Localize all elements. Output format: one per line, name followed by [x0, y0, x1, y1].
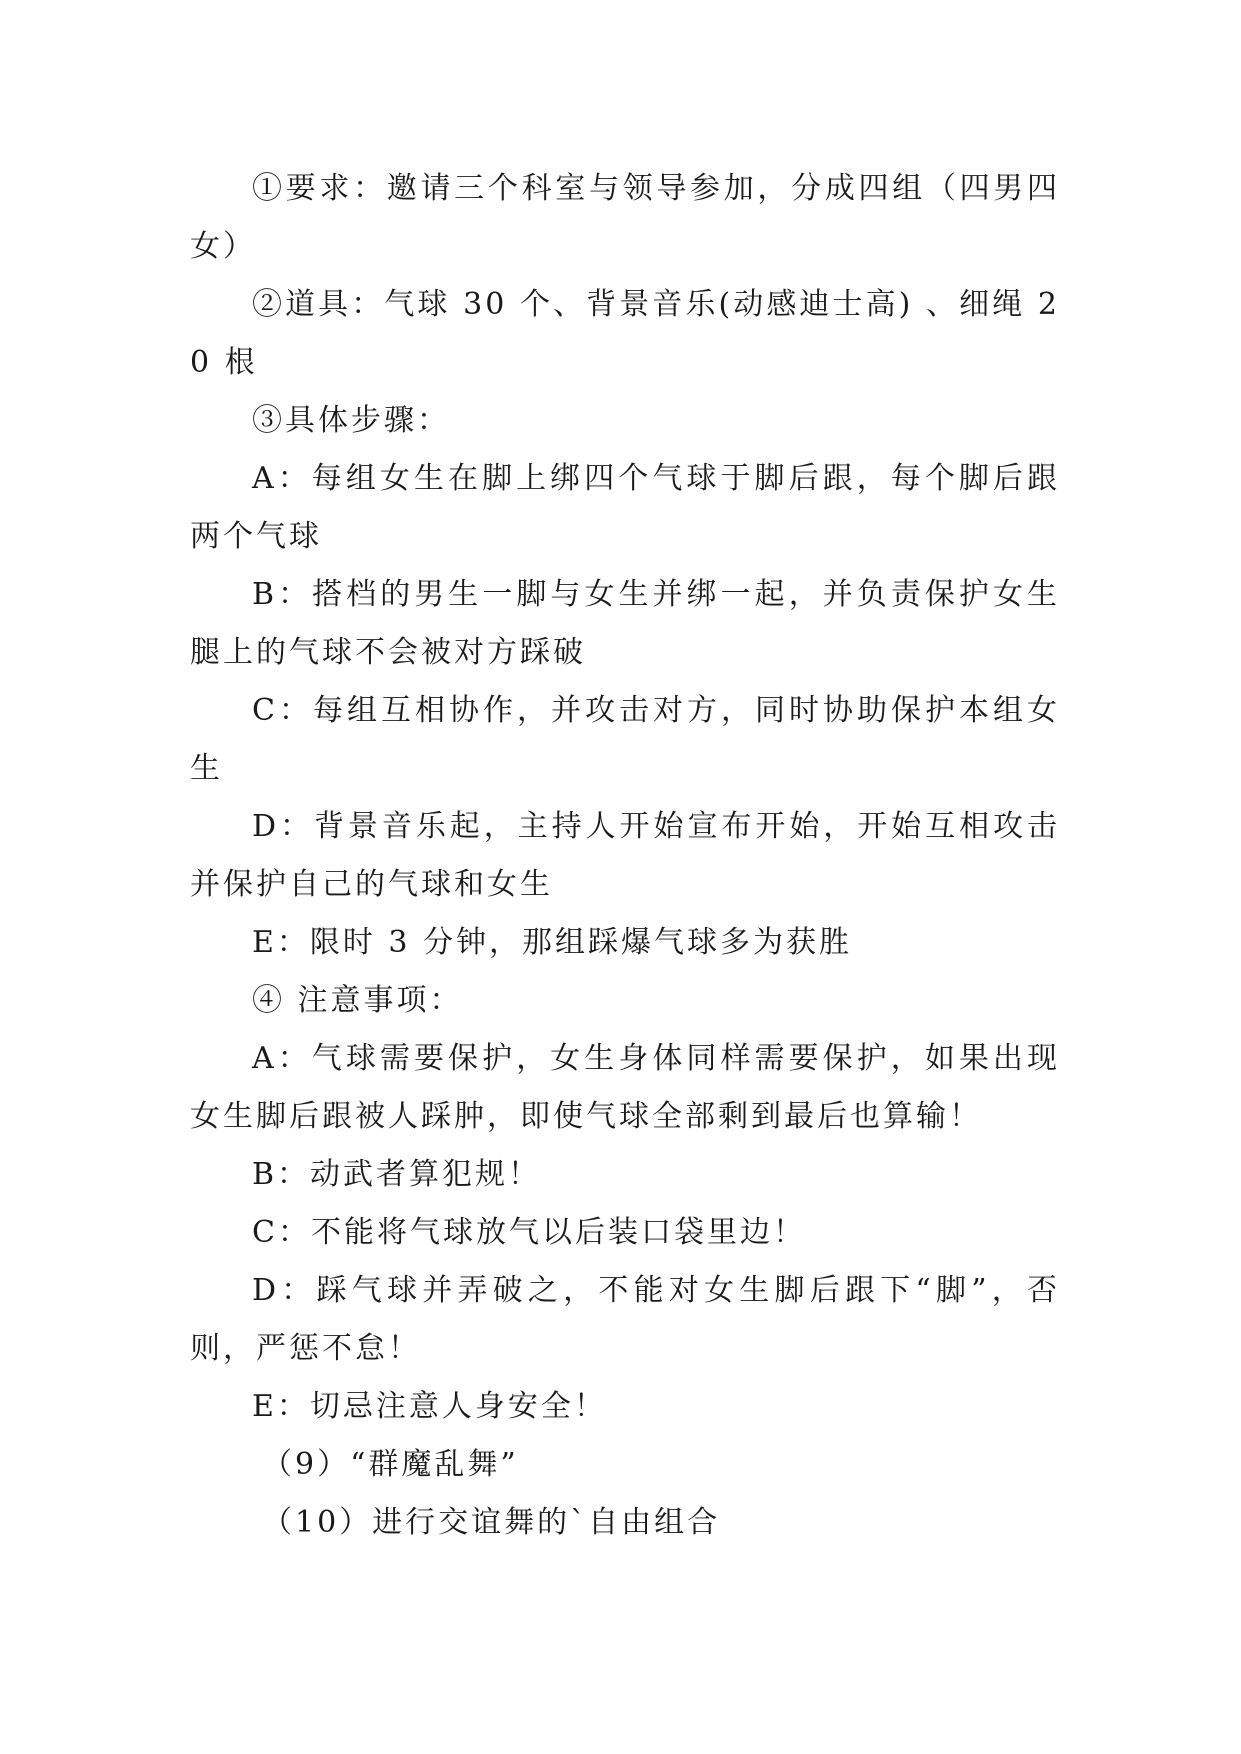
paragraph-item-10: （10）进行交谊舞的`自由组合 [262, 1505, 721, 1540]
paragraph-steps-heading: ③具体步骤： [252, 403, 450, 438]
document-body [190, 160, 1060, 1552]
paragraph-notes-heading: ④ 注意事项： [252, 983, 463, 1018]
paragraph-requirements: ①要求：邀请三个科室与领导参加，分成四组（四男四女） [190, 171, 1060, 264]
paragraph-step-e: E：限时 3 分钟，那组踩爆气球多为获胜 [252, 925, 853, 960]
paragraph-step-d: D：背景音乐起，主持人开始宣布开始，开始互相攻击并保护自己的气球和女生 [190, 809, 1060, 902]
paragraph-note-a: A：气球需要保护，女生身体同样需要保护，如果出现女生脚后跟被人踩肿，即使气球全部剩到最后也算输！ [190, 1041, 1060, 1134]
paragraph-step-c: C：每组互相协作，并攻击对方，同时协助保护本组女生 [190, 693, 1060, 786]
paragraph-item-9: （9）“群魔乱舞” [262, 1447, 519, 1482]
paragraph-note-b: B：动武者算犯规！ [252, 1157, 542, 1192]
paragraph-note-e: E：切忌注意人身安全！ [252, 1389, 607, 1424]
paragraph-note-d: D：踩气球并弄破之，不能对女生脚后跟下“脚”，否则，严惩不怠！ [190, 1273, 1060, 1366]
paragraph-props: ②道具：气球 30 个、背景音乐(动感迪士高) 、细绳 20 根 [190, 287, 1060, 380]
paragraph-note-c: C：不能将气球放气以后装口袋里边！ [252, 1215, 806, 1250]
paragraph-step-a: A：每组女生在脚上绑四个气球于脚后跟，每个脚后跟两个气球 [190, 461, 1060, 554]
paragraph-step-b: B：搭档的男生一脚与女生并绑一起，并负责保护女生腿上的气球不会被对方踩破 [190, 577, 1060, 670]
